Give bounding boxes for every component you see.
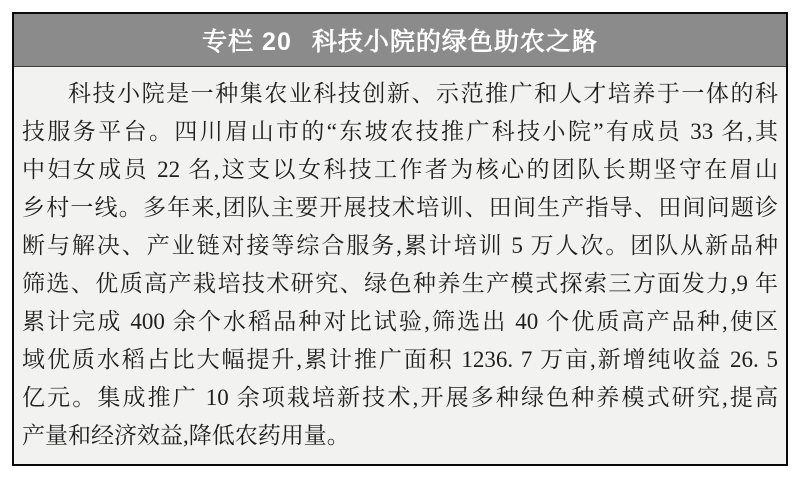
- paragraph-line: 科技小院是一种集农业科技创新、示范推广和人才培养于一体的科: [68, 81, 778, 106]
- paragraph-line: 技服务平台。四川眉山市的“东坡农技推广科技小院”有成员 33 名,其: [22, 119, 778, 144]
- column-header: [14, 14, 786, 67]
- column-title: 科技小院的绿色助农之路: [311, 28, 598, 56]
- paragraph-line: 筛选、优质高产栽培技术研究、绿色种养生产模式探索三方面发力,9 年: [22, 271, 778, 296]
- paragraph-line: 中妇女成员 22 名,这支以女科技工作者为核心的团队长期坚守在眉山: [22, 157, 778, 182]
- paragraph-line: 乡村一线。多年来,团队主要开展技术培训、田间生产指导、田间问题诊: [22, 195, 778, 220]
- paragraph-line: 产量和经济效益,降低农药用量。: [22, 423, 350, 448]
- column-label: 专栏 20: [202, 28, 292, 56]
- paragraph-line: 域优质水稻占比大幅提升,累计推广面积 1236. 7 万亩,新增纯收益 26. 5: [22, 347, 778, 372]
- column-box: [12, 12, 788, 466]
- column-body-text: [14, 67, 786, 464]
- paragraph-line: 亿元。集成推广 10 余项栽培新技术,开展多种绿色种养模式研究,提高: [22, 385, 778, 410]
- paragraph-line: 断与解决、产业链对接等综合服务,累计培训 5 万人次。团队从新品种: [22, 233, 778, 258]
- paragraph-line: 累计完成 400 余个水稻品种对比试验,筛选出 40 个优质高产品种,使区: [22, 309, 778, 334]
